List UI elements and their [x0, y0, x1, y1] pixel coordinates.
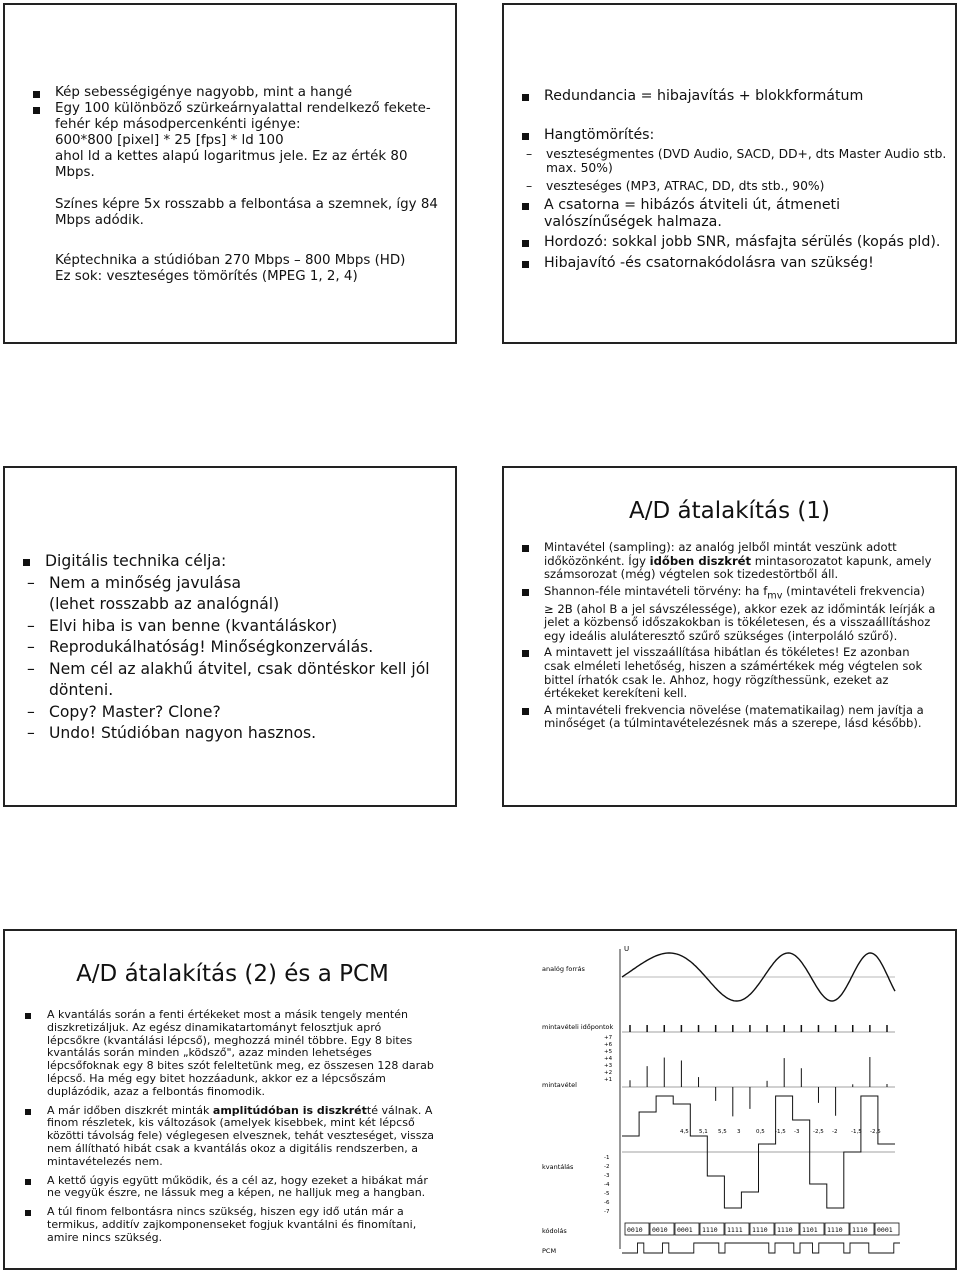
bullet-item: Shannon-féle mintavételi törvény: ha $f_{mv}$ (mintavételi frekvencia) ≥ 2B (ahol B a jel sávszélessége), akkor ezek az időminták leírják a jelet a közbenső időszakokban is tökéletesen, és a visszaállításhoz egy ideális aluláteresztő szűrő szükséges (interpoláló szűrő). [522, 585, 937, 644]
studio-note: Képtechnika a stúdióban 270 Mbps – 800 Mbps (HD) [55, 253, 406, 268]
level-label: +4 [604, 1056, 613, 1062]
level-label: +5 [604, 1049, 613, 1055]
slide-4-body [522, 541, 937, 734]
code-value: 0010 [652, 1226, 668, 1234]
sub-item: – veszteségmentes (DVD Audio, SACD, DD+, dts Master Audio stb. max. 50%) [522, 147, 947, 175]
bullet-item: A mintavételi frekvencia növelése (matematikailag) nem javítja a minőséget (a túlmintavételezésnek más a szerepe, lásd később). [522, 704, 937, 731]
bullet-item: Digitális technika célja: [23, 551, 448, 573]
slide-3-body [23, 551, 448, 745]
code-value: 1110 [827, 1226, 843, 1234]
sample-value-label: -2,5 [813, 1129, 824, 1135]
code-value: 1110 [702, 1226, 718, 1234]
level-label: -4 [604, 1182, 610, 1188]
level-label: -3 [604, 1173, 610, 1179]
sub-item: – veszteséges (MP3, ATRAC, DD, dts stb., 90%) [522, 179, 947, 193]
dash-item: – Copy? Master? Clone? [23, 702, 448, 724]
square-bullet-icon [33, 91, 40, 98]
square-bullet-icon [522, 240, 529, 247]
square-bullet-icon [33, 107, 40, 114]
square-bullet-icon [522, 261, 529, 268]
level-label: +6 [604, 1042, 613, 1048]
square-bullet-icon [522, 545, 529, 552]
time-label: mintavételi időpontok [542, 1023, 614, 1031]
code-value: 1111 [727, 1226, 743, 1234]
level-label: +3 [604, 1063, 613, 1069]
level-label: +2 [604, 1070, 613, 1076]
bullet-item: A csatorna = hibázós átviteli út, átmeneti valószínűségek halmaza. [522, 197, 947, 230]
square-bullet-icon [25, 1013, 31, 1019]
figure-marks [604, 953, 900, 1253]
pcm-label: PCM [542, 1247, 557, 1255]
slide-title: A/D átalakítás (2) és a PCM [76, 961, 389, 987]
formula-line: 600*800 [pixel] * 25 [fps] * ld 100 [55, 133, 284, 148]
level-label: +1 [604, 1077, 613, 1083]
code-value: 0001 [677, 1226, 693, 1234]
dash-item: – Nem a minőség javulása [23, 573, 448, 595]
slide-4 [502, 466, 957, 807]
code-value: 1110 [852, 1226, 868, 1234]
square-bullet-icon [25, 1210, 31, 1216]
lossy-note: Ez sok: veszteséges tömörítés (MPEG 1, 2, 4) [55, 269, 358, 284]
level-label: -1 [604, 1155, 610, 1161]
paren-note: (lehet rosszabb az analógnál) [49, 595, 280, 613]
u-axis-label: U [624, 945, 630, 953]
sample-value-label: -3 [794, 1129, 800, 1135]
level-label: -5 [604, 1191, 610, 1197]
quant-label: kvantálás [542, 1163, 574, 1171]
dash-item: – Nem cél az alakhű átvitel, csak döntéskor kell jól dönteni. [23, 659, 448, 702]
bullet-item: Hangtömörítés: [522, 127, 947, 144]
pcm-pulse-train [622, 1243, 900, 1253]
sample-value-label: -1,5 [851, 1129, 862, 1135]
slide-1 [3, 3, 457, 344]
bullet-item: A túl finom felbontásra nincs szükség, hiszen egy idő után már a termikus, additív zajkomponenseket fogjuk kvantálni és finomítani, amire nincs szükség. [25, 1206, 435, 1244]
bullet-item: Egy 100 különböző szürkeárnyalattal rendelkező fekete-fehér kép másodpercenkénti igénye: [33, 101, 438, 133]
code-label: kódolás [542, 1227, 567, 1235]
level-label: +7 [604, 1035, 613, 1041]
sample-value-label: 3 [737, 1129, 741, 1135]
square-bullet-icon [25, 1179, 31, 1185]
sample-value-label: 5,5 [718, 1129, 727, 1135]
sample-value-label: -2,5 [870, 1129, 881, 1135]
square-bullet-icon [522, 589, 529, 596]
samples-label: mintavétel [542, 1081, 577, 1089]
code-value: 0010 [627, 1226, 643, 1234]
analog-label: analóg forrás [542, 965, 585, 973]
bullet-item: A már időben diszkrét minták amplitúdóban is diszkrétté válnak. A finom részletek, kis változások (amelyek kisebbek, mint két lépcső közötti távolság fele) véglegesen elvesznek, tehát veszteséget, vissza nem állítható hibát csak a kvantálás okoz a digitális rendszerben, a mintavételezés nem. [25, 1105, 435, 1169]
slide-2-body [522, 88, 947, 271]
bullet-item: Mintavétel (sampling): az analóg jelből mintát veszünk adott időközönként. Így időben diszkrét mintasorozatot kapunk, amely számsorozat (még) végtelen sok tizedestörtből áll. [522, 541, 937, 582]
square-bullet-icon [522, 708, 529, 715]
level-label: -7 [604, 1209, 610, 1215]
sample-value-label: 4,5 [680, 1129, 689, 1135]
square-bullet-icon [25, 1109, 31, 1115]
square-bullet-icon [522, 133, 529, 140]
sample-value-label: 5,1 [699, 1129, 708, 1135]
sample-value-label: -1,5 [775, 1129, 786, 1135]
level-label: -2 [604, 1164, 610, 1170]
slide-2 [502, 3, 957, 344]
bullet-item: Hordozó: sokkal jobb SNR, másfajta sérülés (kopás pld). [522, 234, 947, 251]
dash-item: – Undo! Stúdióban nagyon hasznos. [23, 723, 448, 745]
code-value: 1110 [777, 1226, 793, 1234]
slide-1-body [33, 85, 438, 285]
sample-value-label: 0,5 [756, 1129, 765, 1135]
slide-3 [3, 466, 457, 807]
code-value: 1101 [802, 1226, 818, 1234]
square-bullet-icon [522, 203, 529, 210]
formula-note: ahol ld a kettes alapú logaritmus jele. Ez az érték 80 Mbps. [55, 149, 408, 180]
bullet-item: Hibajavító -és csatornakódolásra van szükség! [522, 255, 947, 272]
square-bullet-icon [522, 650, 529, 657]
dash-item: – Reprodukálhatóság! Minőségkonzerválás. [23, 637, 448, 659]
slide-5-body [25, 1009, 435, 1251]
color-note: Színes képre 5x rosszabb a felbontása a szemnek, így 84 Mbps adódik. [55, 197, 438, 228]
level-label: -6 [604, 1200, 610, 1206]
bullet-item: A mintavett jel visszaállítása hibátlan és tökéletes! Ez azonban csak elméleti lehetőség, hiszen a számértékek még végtelen sok bittel írhatók csak le. Ahhoz, hogy rögzíthessünk, ezeket az értékeket kerekíteni kell. [522, 646, 937, 700]
bullet-item: Redundancia = hibajavítás + blokkformátum [522, 88, 947, 105]
bullet-item: A kettő úgyis együtt működik, és a cél az, hogy ezeket a hibákat már ne vegyük észre, ne lássuk meg a képen, ne halljuk meg a hangban. [25, 1175, 435, 1201]
pcm-figure [540, 937, 900, 1257]
slide-5 [3, 929, 957, 1270]
dash-item: – Elvi hiba is van benne (kvantáláskor) [23, 616, 448, 638]
square-bullet-icon [522, 94, 529, 101]
bullet-item: Kép sebességigénye nagyobb, mint a hangé [33, 85, 438, 101]
slide-title: A/D átalakítás (1) [629, 498, 830, 524]
sample-value-label: -2 [832, 1129, 838, 1135]
code-value: 0001 [877, 1226, 893, 1234]
square-bullet-icon [23, 559, 30, 566]
bullet-item: A kvantálás során a fenti értékeket most a másik tengely mentén diszkretizáljuk. Az egész dinamikatartományt felosztjuk apró lépcsőkre (kvantálási lépcső), meghozzá minél többre. Egy 8 bites kvantálás során minden „ködsző", azaz minden lehetséges lépcsőfoknak egy 8 bites szót feleltetünk meg, ez összesen 128 darab lépcső. Ha még egy bitet hozzáadunk, akkor ez a lépcsőszám duplázódik, azaz a felbontás finomodik. [25, 1009, 435, 1099]
code-value: 1110 [752, 1226, 768, 1234]
